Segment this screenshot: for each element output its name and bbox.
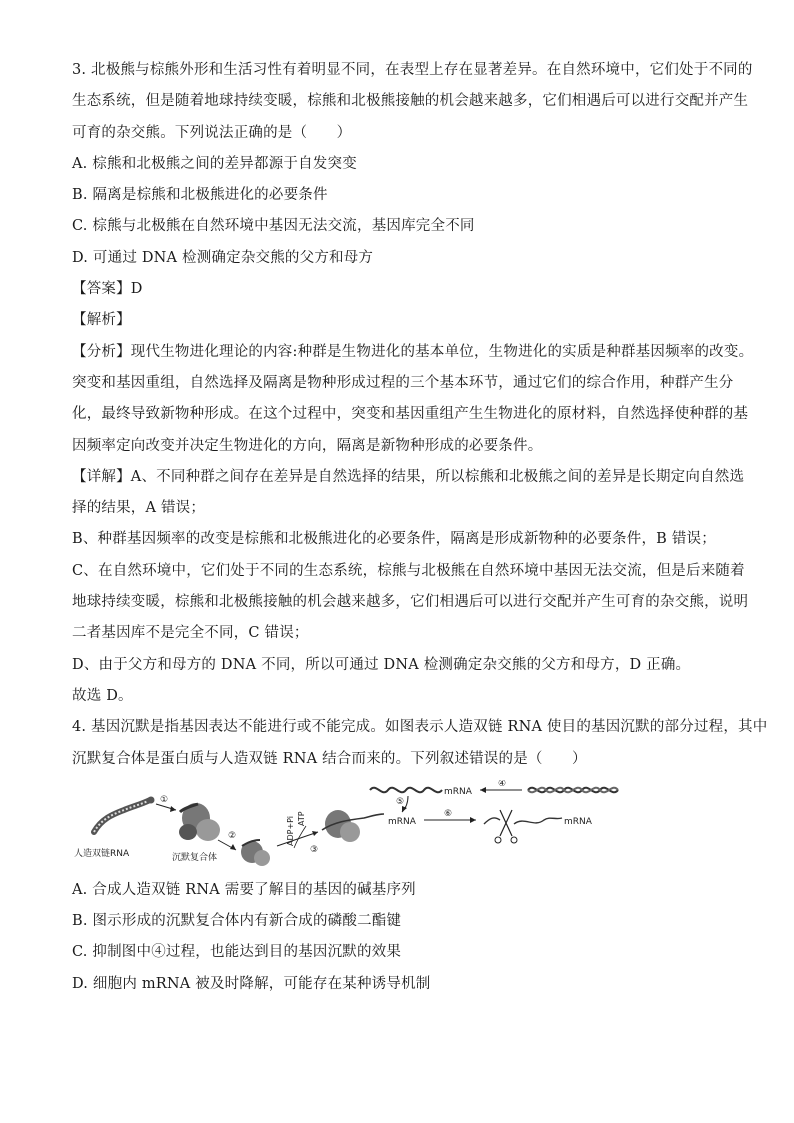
label-mrna-right: mRNA [564, 816, 592, 827]
label-step-3: ③ [310, 844, 319, 855]
q3-detail-line-1: 【详解】A、不同种群之间存在差异是自然选择的结果，所以棕熊和北极熊之间的差异是长期定向自然选 [72, 468, 745, 485]
label-complex: 沉默复合体 [172, 852, 218, 863]
q3-detail-line-3: B、种群基因频率的改变是棕熊和北极熊进化的必要条件，隔离是形成新物种的必要条件，B 错误； [72, 531, 716, 548]
q4-stem-line-2: 沉默复合体是蛋白质与人造双链 RNA 结合而来的。下列叙述错误的是（ ） [72, 750, 587, 767]
q3-stem-line-1: 3. 北极熊与棕熊外形和生活习性有着明显不同，在表型上存在显著差异。在自然环境中，它们处于不同的 [72, 62, 753, 78]
q3-option-c: C. 棕熊与北极熊在自然环境中基因无法交流，基因库完全不同 [72, 218, 475, 235]
q3-answer: 【答案】D [72, 281, 143, 298]
scissors-handle-2 [511, 837, 517, 843]
q4-option-c: C. 抑制图中④过程，也能达到目的基因沉默的效果 [72, 944, 402, 961]
protein-subunit-2 [196, 819, 220, 841]
arrow-step-4-head [480, 787, 486, 793]
label-step-1: ① [160, 794, 169, 805]
label-mrna-top: mRNA [444, 786, 472, 797]
silencing-complex-part [254, 850, 270, 866]
q3-detail-line-4: C、在自然环境中，它们处于不同的生态系统，棕熊与北极熊在自然环境中基因无法交流，但是后来随着 [72, 562, 745, 579]
q4-stem-line-1: 4. 基因沉默是指基因表达不能进行或不能完成。如图表示人造双链 RNA 使目的基因沉默的部分过程，其中 [72, 719, 768, 736]
gene-silencing-figure [72, 780, 728, 870]
label-step-5: ⑤ [396, 796, 405, 807]
q3-analysis-line-3: 化，最终导致新物种形成。在这个过程中，突变和基因重组产生生物进化的原材料，自然选择使种群的基 [72, 406, 749, 423]
q4-option-d: D. 细胞内 mRNA 被及时降解，可能存在某种诱导机制 [72, 975, 431, 992]
q3-analysis-label: 【解析】 [72, 312, 131, 329]
protein-subunit-3 [179, 824, 197, 840]
label-mrna-mid: mRNA [388, 816, 416, 827]
arrow-step-1-head [170, 806, 176, 812]
gene-silencing-diagram [72, 780, 632, 872]
q3-stem-line-3: 可育的杂交熊。下列说法正确的是（ ） [72, 124, 352, 141]
scissors-handle-1 [495, 837, 501, 843]
page-content [72, 60, 768, 1005]
q3-option-b: B. 隔离是棕熊和北极熊进化的必要条件 [72, 187, 328, 204]
q3-conclusion: 故选 D。 [72, 687, 133, 704]
complex-mrna-part [340, 822, 360, 842]
label-step-6: ⑥ [444, 808, 453, 819]
q4-option-a: A. 合成人造双链 RNA 需要了解目的基因的碱基序列 [72, 881, 416, 898]
label-atp: ATP [297, 811, 306, 826]
dsrna-shape [94, 800, 150, 832]
label-adp: ADP+Pi [286, 815, 295, 846]
q3-detail-line-2: 择的结果，A 错误； [72, 500, 206, 517]
q3-analysis-line-1: 【分析】现代生物进化理论的内容:种群是生物进化的基本单位，生物进化的实质是种群基因频率的改变。 [72, 343, 754, 360]
label-step-4: ④ [498, 779, 507, 789]
arrow-step-6-head [470, 817, 476, 823]
mrna-fragment-left [484, 818, 500, 824]
label-dsrna: 人造双链RNA [74, 848, 130, 859]
q3-detail-line-7: D、由于父方和母方的 DNA 不同，所以可通过 DNA 检测确定杂交熊的父方和母方，D 正确。 [72, 656, 691, 673]
dsrna-cap [148, 796, 155, 803]
q3-analysis-line-4: 因频率定向改变并决定生物进化的方向，隔离是新物种形成的必要条件。 [72, 437, 543, 454]
q3-analysis-line-2: 突变和基因重组，自然选择及隔离是物种形成过程的三个基本环节，通过它们的综合作用，种群产生分 [72, 374, 734, 391]
q3-option-a: A. 棕熊和北极熊之间的差异都源于自发突变 [72, 155, 357, 172]
arrow-step-3 [277, 832, 318, 846]
q3-detail-line-6: 二者基因库不是完全不同，C 错误； [72, 625, 309, 642]
q4-option-b: B. 图示形成的沉默复合体内有新合成的磷酸二酯键 [72, 913, 402, 930]
q3-stem-line-2: 生态系统，但是随着地球持续变暖，棕熊和北极熊接触的机会越来越多，它们相遇后可以进行交配并产生 [72, 93, 749, 110]
label-step-2: ② [228, 830, 237, 841]
q3-option-d: D. 可通过 DNA 检测确定杂交熊的父方和母方 [72, 249, 374, 266]
mrna-fragment-right [514, 818, 562, 824]
q3-detail-line-5: 地球持续变暖，棕熊和北极熊接触的机会越来越多，它们相遇后可以进行交配并产生可育的杂交熊，说明 [72, 594, 749, 611]
free-mrna-wave [370, 788, 442, 793]
